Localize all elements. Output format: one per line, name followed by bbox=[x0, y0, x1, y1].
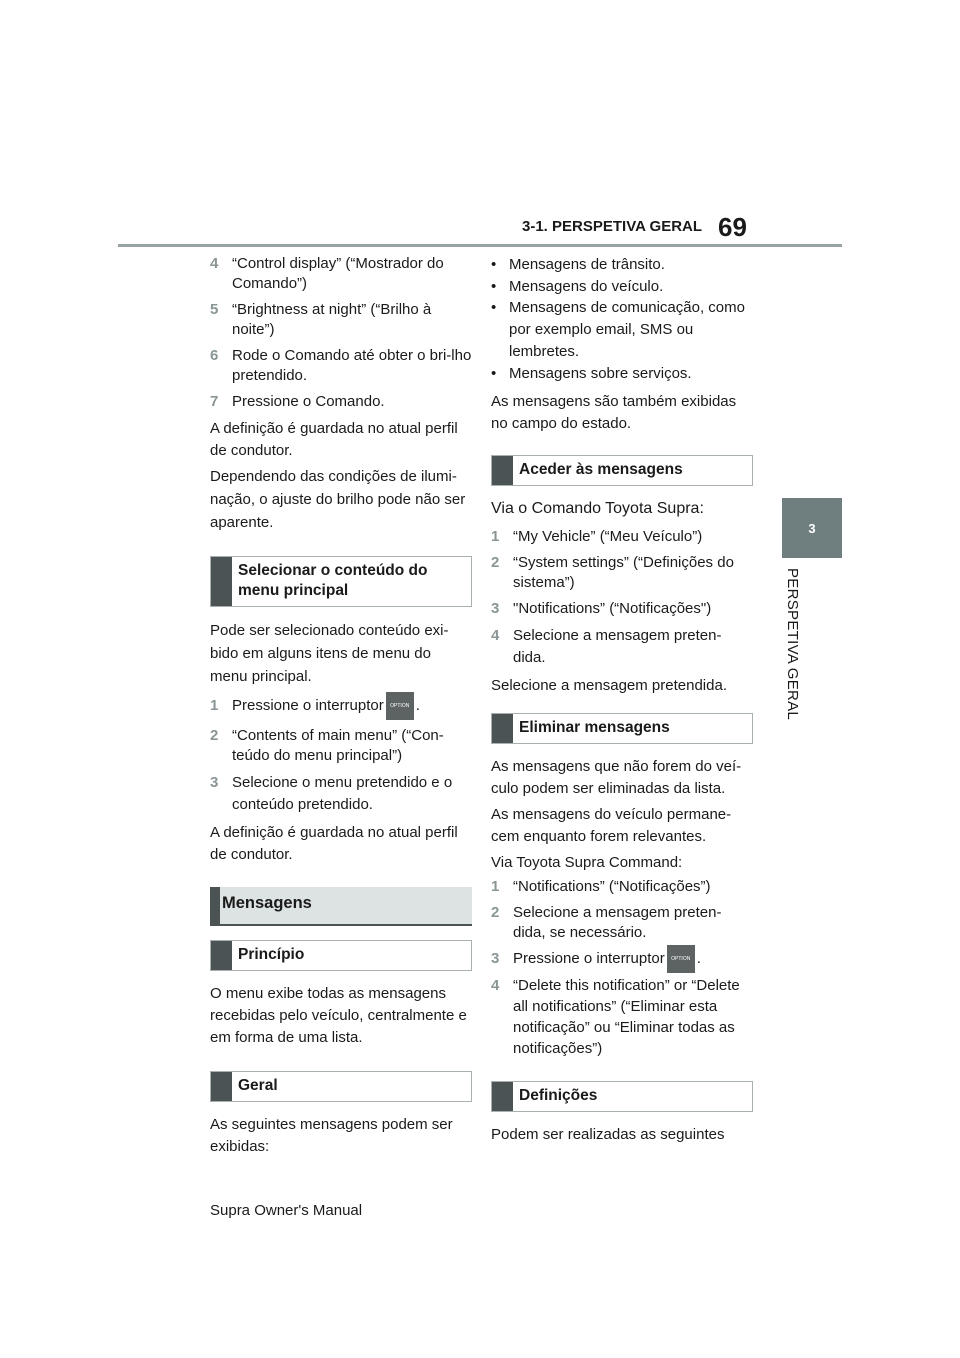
step-item: 4 Selecione a mensagem preten-dida. bbox=[491, 627, 722, 666]
paragraph: As mensagens são também exibidas no campo do estado. bbox=[491, 392, 737, 432]
paragraph: As mensagens do veículo permane-cem enquanto forem relevantes. bbox=[491, 805, 732, 845]
step-item: 3 Pressione o interruptor OPTION . bbox=[491, 945, 753, 973]
paragraph: Pode ser selecionado conteúdo exi-bido em alguns itens de menu do menu principal. bbox=[210, 622, 449, 685]
left-column bbox=[210, 254, 472, 1162]
page-number: 69 bbox=[718, 212, 747, 242]
option-button-icon: OPTION bbox=[667, 945, 695, 973]
step-item: 4 “Control display” (“Mostrador do Comando”) bbox=[210, 255, 444, 292]
paragraph: A definição é guardada no atual perfil de condutor. bbox=[210, 420, 458, 459]
step-item: 6 Rode o Comando até obter o bri-lho pretendido. bbox=[210, 347, 472, 384]
list-item: • Mensagens de comunicação, como por exemplo email, SMS ou lembretes. bbox=[491, 299, 745, 360]
step-item: 1 “Notifications” (“Notificações”) bbox=[491, 878, 711, 895]
section-heading: Mensagens bbox=[210, 887, 472, 926]
paragraph: Podem ser realizadas as seguintes bbox=[491, 1126, 725, 1143]
step-item: 7 Pressione o Comando. bbox=[210, 393, 385, 410]
step-item: 1 “My Vehicle” (“Meu Veículo”) bbox=[491, 528, 703, 545]
paragraph: As mensagens que não forem do veí-culo podem ser eliminadas da lista. bbox=[491, 757, 742, 797]
step-item: 5 “Brightness at night” (“Brilho à noite”) bbox=[210, 301, 432, 338]
right-column bbox=[491, 254, 753, 1150]
option-button-icon: OPTION bbox=[386, 692, 414, 720]
subheading-box: Geral bbox=[210, 1071, 472, 1102]
chapter-number: 3 bbox=[808, 520, 816, 536]
subheading-box: Selecionar o conteúdo do menu principal bbox=[210, 556, 472, 607]
section-title: 3-1. PERSPETIVA GERAL bbox=[522, 218, 703, 235]
footer-title: Supra Owner's Manual bbox=[210, 1202, 363, 1219]
step-item: 2 Selecione a mensagem preten-dida, se necessário. bbox=[491, 904, 722, 941]
list-item: • Mensagens sobre serviços. bbox=[491, 365, 692, 382]
subheading-box: Princípio bbox=[210, 940, 472, 971]
paragraph: Via o Comando Toyota Supra: bbox=[491, 499, 704, 517]
step-item: 4 “Delete this notification” or “Delete all notifications” (“Eliminar esta notificação” ou “Eliminar todas as notificações”) bbox=[491, 977, 740, 1057]
paragraph: A definição é guardada no atual perfil de condutor. bbox=[210, 824, 458, 863]
paragraph: Dependendo das condições de ilumi-nação, o ajuste do brilho pode não ser aparente. bbox=[210, 468, 466, 531]
header-rule bbox=[118, 244, 842, 247]
subheading-box: Definições bbox=[491, 1081, 753, 1112]
paragraph: Via Toyota Supra Command: bbox=[491, 853, 683, 871]
subheading-box: Aceder às mensagens bbox=[491, 455, 753, 486]
list-item: • Mensagens do veículo. bbox=[491, 277, 664, 295]
step-item: 1 Pressione o interruptor OPTION . bbox=[210, 692, 472, 720]
step-item: 3 "Notifications” (“Notificações") bbox=[491, 600, 712, 617]
chapter-side-label: PERSPETIVA GERAL bbox=[784, 568, 801, 721]
step-item: 2 “System settings” (“Definições do sistema”) bbox=[491, 554, 734, 591]
paragraph: Selecione a mensagem pretendida. bbox=[491, 677, 727, 694]
chapter-tab[interactable] bbox=[782, 498, 842, 558]
step-item: 3 Selecione o menu pretendido e o conteúdo pretendido. bbox=[210, 774, 453, 813]
subheading-box: Eliminar mensagens bbox=[491, 713, 753, 744]
paragraph: As seguintes mensagens podem ser exibidas: bbox=[210, 1115, 453, 1155]
list-item: • Mensagens de trânsito. bbox=[491, 256, 665, 273]
step-item: 2 “Contents of main menu” (“Con-teúdo do menu principal”) bbox=[210, 727, 444, 764]
paragraph: O menu exibe todas as mensagens recebidas pelo veículo, centralmente e em forma de uma lista. bbox=[210, 984, 467, 1046]
